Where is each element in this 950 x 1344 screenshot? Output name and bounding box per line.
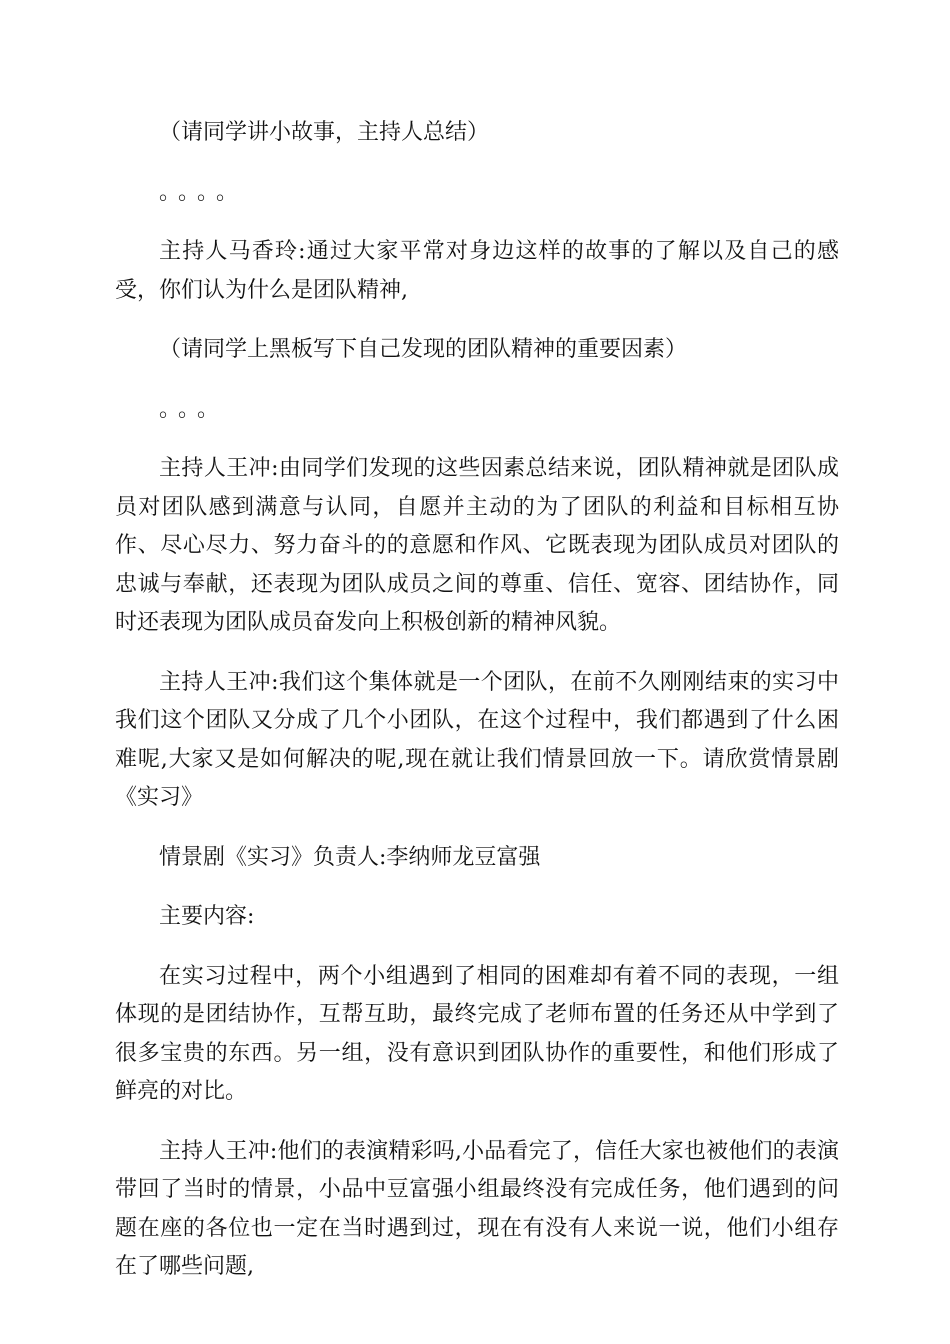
paragraph-ellipsis: 。。。。	[159, 179, 247, 205]
paragraph-skit-owner: 情景剧《实习》负责人:李纳师龙豆富强	[159, 844, 541, 870]
paragraph-host-wang-chong-summary: 主持人王冲:由同学们发现的这些因素总结来说，团队精神就是团队成员对团队感到满意与认同，自愿并主动的为了团队的利益和目标相互协作、尽心尽力、努力奋斗的的意愿和作风、它既表现为团队成员对团队的忠诚与奉献，还表现为团队成员之间的尊重、信任、宽容、团结协作，同时还表现为团队成员奋发向上积极创新的精神风貌。	[115, 456, 839, 635]
paragraph-host-ma-xiangling: 主持人马香玲:通过大家平常对身边这样的故事的了解以及自己的感受，你们认为什么是团队精神,	[115, 239, 839, 303]
paragraph-main-content: 在实习过程中，两个小组遇到了相同的困难却有着不同的表现，一组体现的是团结协作，互帮互助，最终完成了老师布置的任务还从中学到了很多宝贵的东西。另一组，没有意识到团队协作的重要性，和他们形成了鲜亮的对比。	[115, 963, 839, 1104]
paragraph-host-wang-chong-internship: 主持人王冲:我们这个集体就是一个团队，在前不久刚刚结束的实习中我们这个团队又分成了几个小团队，在这个过程中，我们都遇到了什么困难呢,大家又是如何解决的呢,现在就让我们情景回放一下。请欣赏情景剧《实习》	[115, 669, 839, 810]
paragraph-host-wang-chong-question: 主持人王冲:他们的表演精彩吗,小品看完了，信任大家也被他们的表演带回了当时的情景，小品中豆富强小组最终没有完成任务，他们遇到的问题在座的各位也一定在当时遇到过，现在有没有人来说一说，他们小组存在了哪些问题,	[115, 1138, 839, 1279]
paragraph-main-content-label: 主要内容:	[159, 904, 255, 929]
paragraph-ellipsis: 。。。	[159, 396, 228, 422]
paragraph-instruction-story: （请同学讲小故事，主持人总结）	[159, 120, 490, 145]
paragraph-instruction-blackboard: （请同学上黑板写下自己发现的团队精神的重要因素）	[159, 337, 688, 362]
document-body	[115, 114, 839, 1308]
